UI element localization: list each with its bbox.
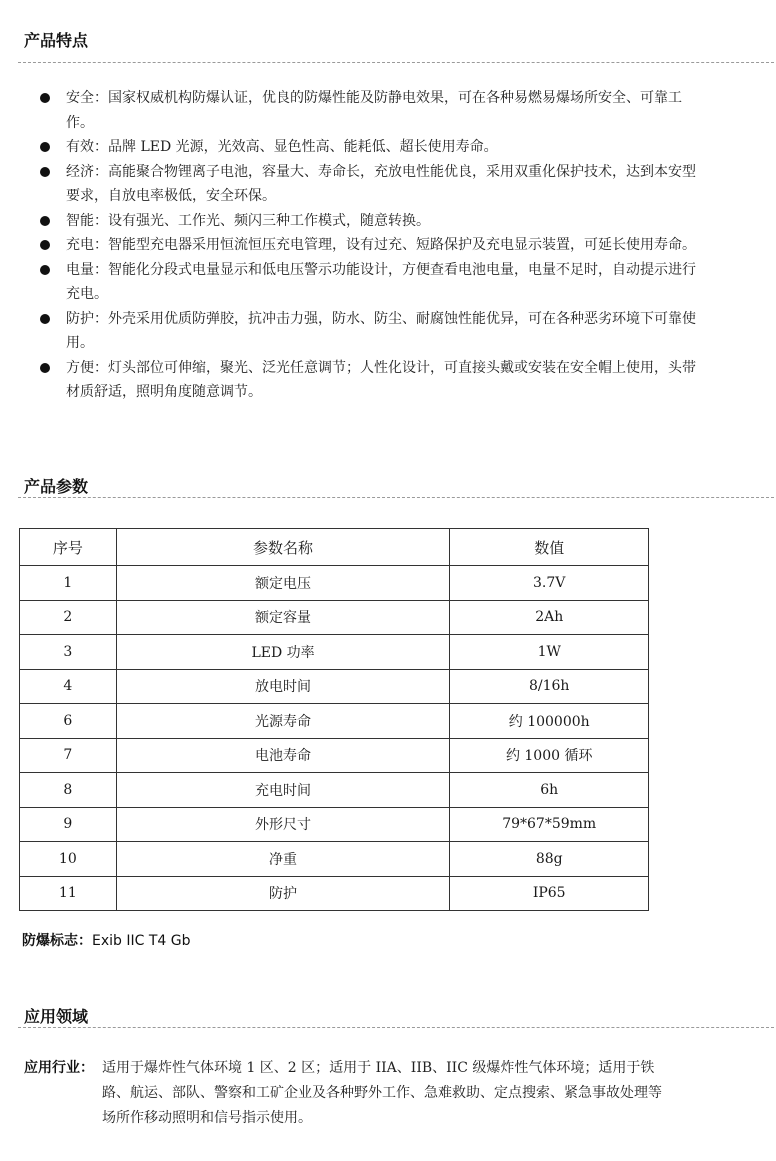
table-row <box>20 842 649 877</box>
bullet-icon <box>40 265 50 275</box>
feature-text: 灯头部位可伸缩，聚光、泛光任意调节；人性化设计，可直接头戴或安装在安全帽上使用，头带材质舒适，照明角度随意调节。 <box>66 359 696 400</box>
bullet-icon <box>40 240 50 250</box>
cell-index: 7 <box>20 738 117 773</box>
cell-name: 电池寿命 <box>116 738 450 773</box>
cell-index: 2 <box>20 600 117 635</box>
table-row <box>20 704 649 739</box>
cell-index: 8 <box>20 773 117 808</box>
cell-name: 外形尺寸 <box>116 807 450 842</box>
feature-text: 高能聚合物锂离子电池，容量大、寿命长，充放电性能优良，采用双重化保护技术，达到本安型要求，自放电率极低，安全环保。 <box>66 163 696 204</box>
feature-item <box>38 233 708 258</box>
feature-head: 充电： <box>66 237 108 253</box>
cell-name: 额定电压 <box>116 566 450 601</box>
params-table <box>19 528 649 911</box>
cell-value: 1W <box>450 635 649 670</box>
table-row <box>20 773 649 808</box>
cell-value: 3.7V <box>450 566 649 601</box>
header-cell-name: 参数名称 <box>116 529 450 566</box>
table-row <box>20 669 649 704</box>
feature-head: 防护： <box>66 310 108 327</box>
feature-text: 智能化分段式电量显示和低电压警示功能设计，方便查看电池电量，电量不足时，自动提示进行充电。 <box>66 261 696 302</box>
explosion-mark-value: Exib IIC T4 Gb <box>92 933 191 949</box>
cell-index: 10 <box>20 842 117 877</box>
table-header-row <box>20 529 649 566</box>
feature-text: 外壳采用优质防弹胶，抗冲击力强，防水、防尘、耐腐蚀性能优异，可在各种恶劣环境下可靠使用。 <box>66 310 696 351</box>
cell-index: 9 <box>20 807 117 842</box>
bullet-icon <box>40 216 50 226</box>
table-row <box>20 600 649 635</box>
table-row <box>20 807 649 842</box>
bullet-icon <box>40 314 50 324</box>
application-block <box>24 1056 664 1131</box>
cell-index: 4 <box>20 669 117 704</box>
feature-head: 方便： <box>66 359 108 376</box>
feature-text: 智能型充电器采用恒流恒压充电管理，设有过充、短路保护及充电显示装置，可延长使用寿命。 <box>108 237 696 253</box>
params-section-title: 产品参数 <box>24 477 89 496</box>
feature-head: 有效： <box>66 139 108 155</box>
application-text: 适用于爆炸性气体环境 1 区、2 区；适用于 IIA、IIB、IIC 级爆炸性气体环境；适用于铁路、航运、部队、警察和工矿企业及各种野外工作、急难救助、定点搜索、紧急事故处理等场所作移动照明和信号指示使用。 <box>102 1060 662 1126</box>
cell-index: 1 <box>20 566 117 601</box>
section-divider <box>18 497 774 498</box>
feature-text: 设有强光、工作光、频闪三种工作模式，随意转换。 <box>108 212 430 229</box>
cell-index: 3 <box>20 635 117 670</box>
feature-text: 国家权威机构防爆认证，优良的防爆性能及防静电效果，可在各种易燃易爆场所安全、可靠工作。 <box>66 90 682 131</box>
section-divider <box>18 1027 774 1028</box>
features-section-title: 产品特点 <box>24 31 89 50</box>
cell-name: LED 功率 <box>116 635 450 670</box>
cell-value: IP65 <box>450 876 649 911</box>
cell-index: 11 <box>20 876 117 911</box>
cell-name: 充电时间 <box>116 773 450 808</box>
cell-value: 79*67*59mm <box>450 807 649 842</box>
feature-item <box>38 209 708 234</box>
cell-index: 6 <box>20 704 117 739</box>
cell-name: 放电时间 <box>116 669 450 704</box>
application-section-title: 应用领域 <box>24 1007 89 1026</box>
feature-item <box>38 135 708 160</box>
explosion-mark <box>22 930 191 950</box>
explosion-mark-label: 防爆标志： <box>22 933 92 949</box>
bullet-icon <box>40 363 50 373</box>
cell-value: 约 100000h <box>450 704 649 739</box>
feature-item <box>38 258 708 307</box>
cell-name: 额定容量 <box>116 600 450 635</box>
cell-value: 2Ah <box>450 600 649 635</box>
feature-head: 智能： <box>66 212 108 229</box>
cell-value: 6h <box>450 773 649 808</box>
bullet-icon <box>40 142 50 152</box>
table-row <box>20 876 649 911</box>
section-divider <box>18 62 774 63</box>
table-row <box>20 566 649 601</box>
cell-value: 88g <box>450 842 649 877</box>
features-list <box>38 86 708 405</box>
application-label: 应用行业： <box>24 1060 94 1076</box>
feature-head: 经济： <box>66 163 108 180</box>
cell-value: 8/16h <box>450 669 649 704</box>
feature-item <box>38 86 708 135</box>
feature-head: 安全： <box>66 90 108 106</box>
cell-value: 约 1000 循环 <box>450 738 649 773</box>
feature-item <box>38 160 708 209</box>
cell-name: 光源寿命 <box>116 704 450 739</box>
bullet-icon <box>40 93 50 103</box>
header-cell-value: 数值 <box>450 529 649 566</box>
feature-head: 电量： <box>66 261 108 278</box>
cell-name: 净重 <box>116 842 450 877</box>
bullet-icon <box>40 167 50 177</box>
header-cell-index: 序号 <box>20 529 117 566</box>
feature-item <box>38 356 708 405</box>
cell-name: 防护 <box>116 876 450 911</box>
table-row <box>20 635 649 670</box>
feature-item <box>38 307 708 356</box>
feature-text: 品牌 LED 光源，光效高、显色性高、能耗低、超长使用寿命。 <box>108 139 498 155</box>
table-row <box>20 738 649 773</box>
